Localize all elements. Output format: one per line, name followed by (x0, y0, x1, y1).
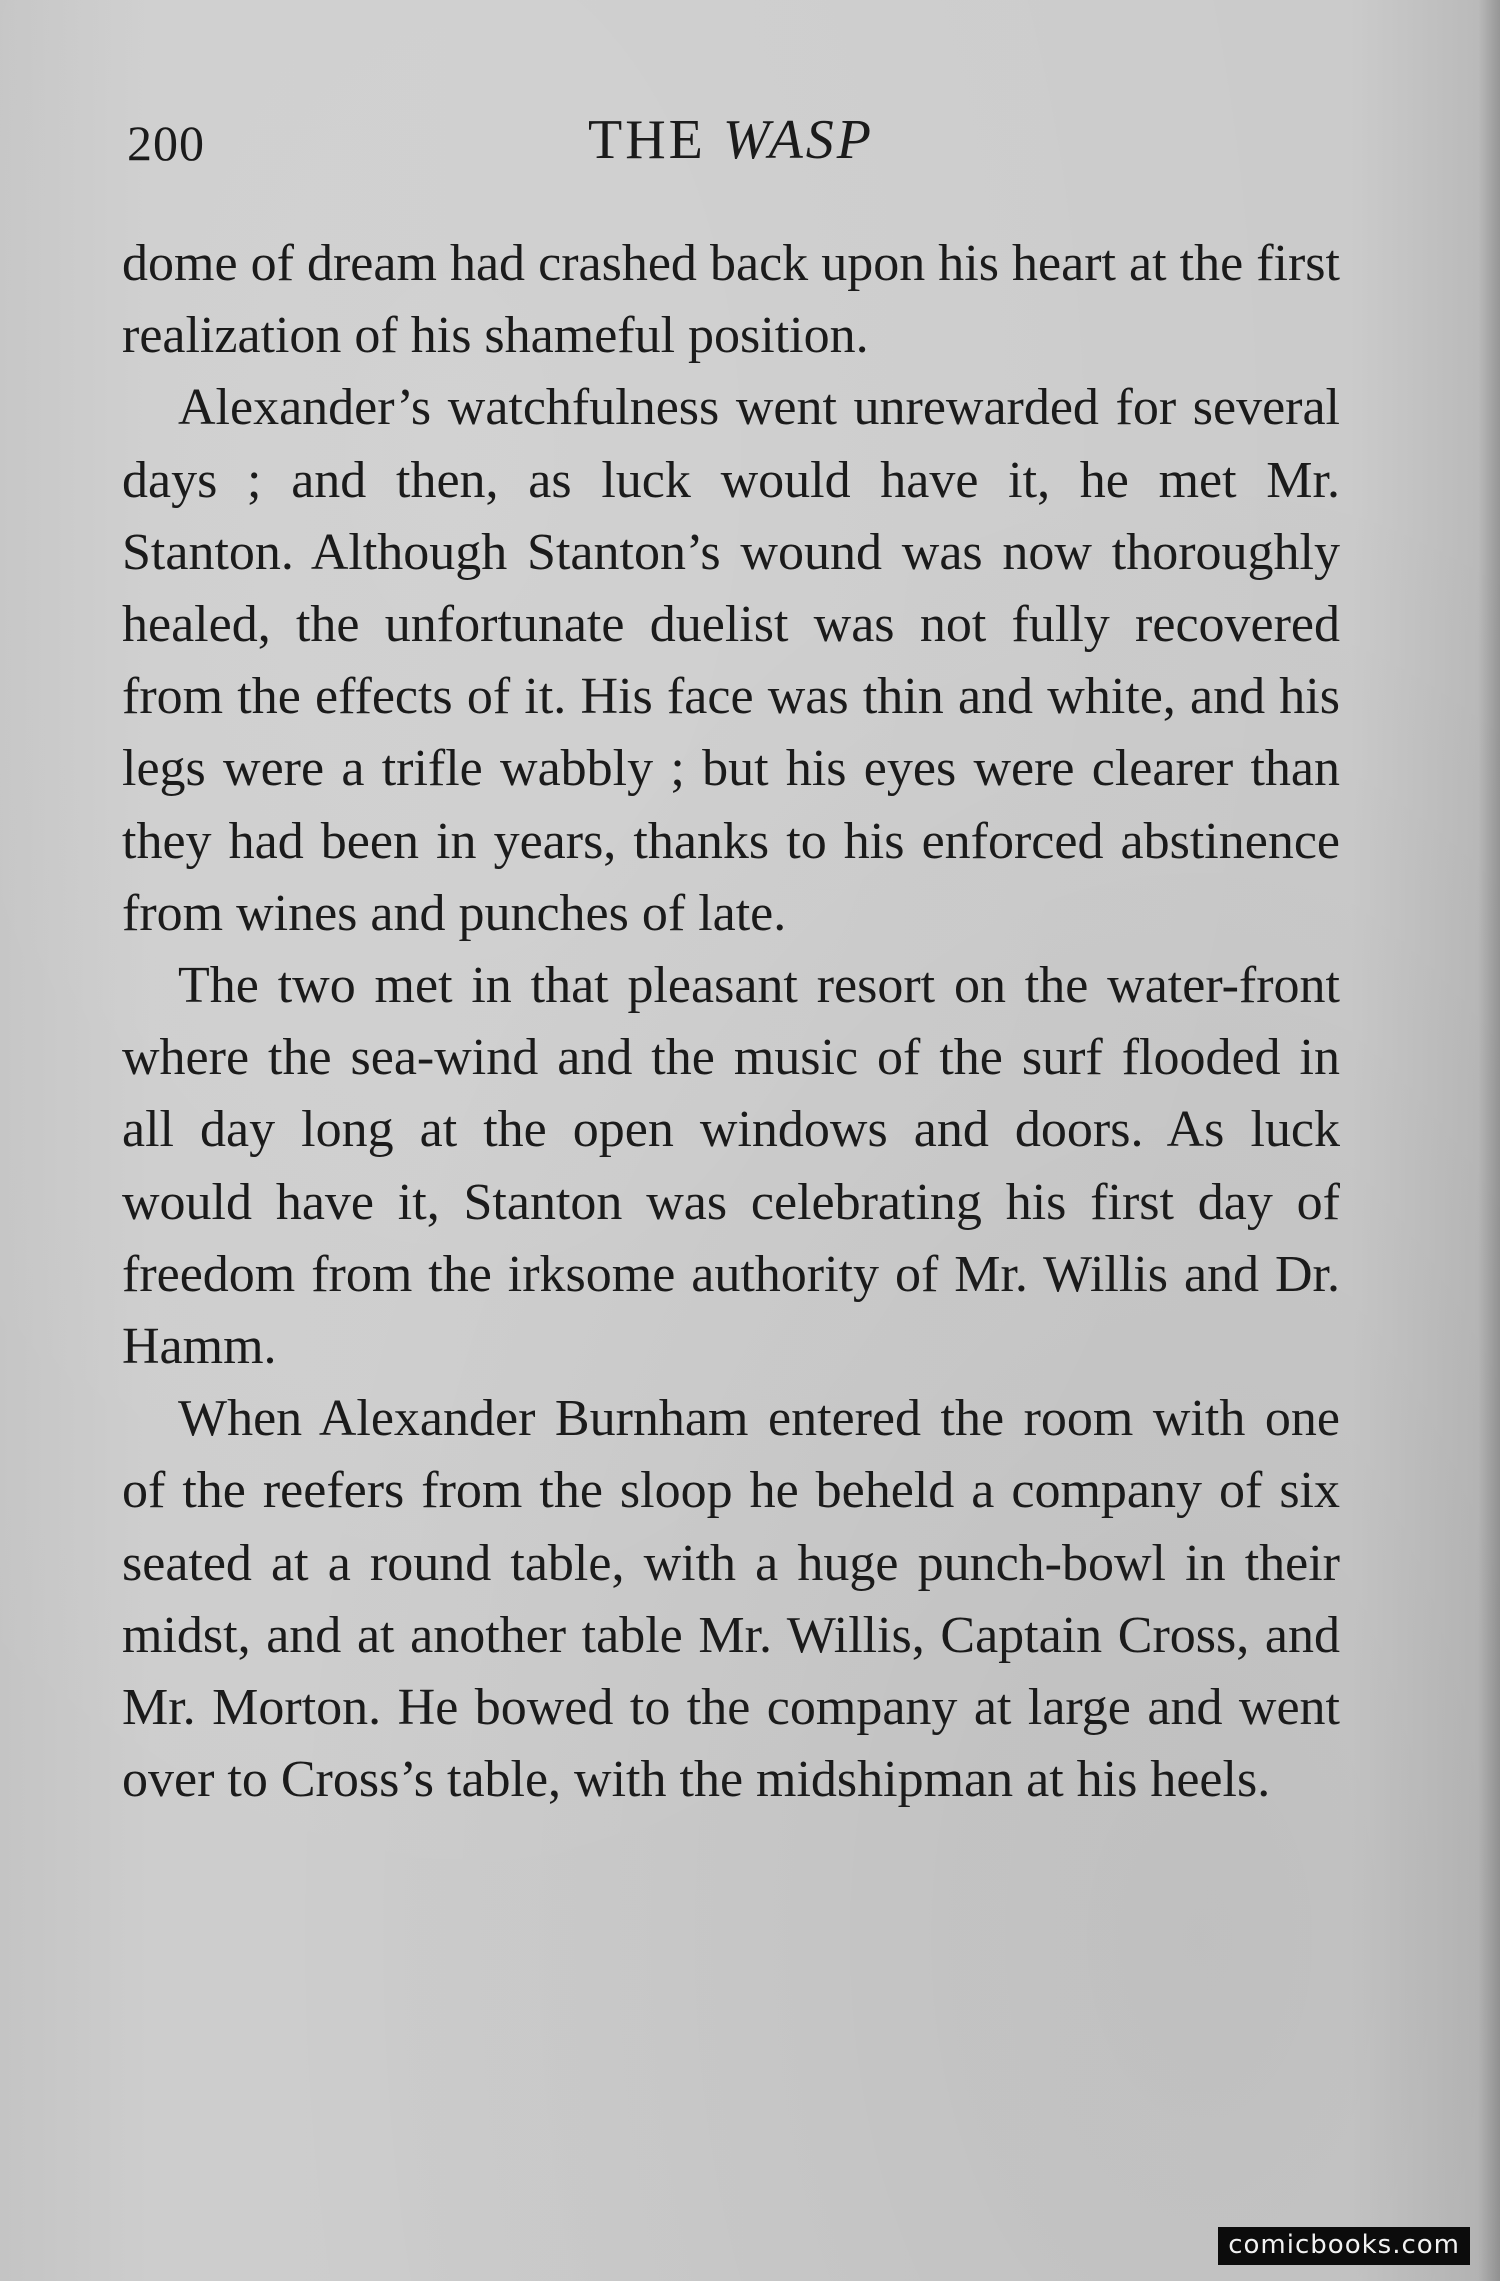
watermark: comicbooks.com (1218, 2227, 1470, 2265)
paragraph: When Alexander Burnham entered the room with one of the reefers from the sloop he beheld a company of six seated at a round table, with a huge punch-bowl in their midst, and at another table Mr. Willis, Captain Cross, and Mr. Morton. He bowed to the company at large and went over to Cross’s table, with the midshipman at his heels. (122, 1390, 1340, 1809)
running-title-italic: WASP (722, 109, 874, 171)
paragraph: The two met in that pleasant resort on the water-front where the sea-wind and the music of the surf flooded in all day long at the open windows and doors. As luck would have it, Stanton was celebrating his first day of freedom from the irksome authority of Mr. Willis and Dr. Hamm. (122, 957, 1340, 1376)
body-text (122, 228, 1340, 1816)
running-head (125, 108, 1337, 178)
page-number: 200 (127, 115, 205, 171)
paragraph: Alexander’s watchfulness went unrewarded for several days ; and then, as luck would have it, he met Mr. Stanton. Although Stanton’s wound was now thoroughly healed, the unfortunate duelist was not fully recovered from the effects of it. His face was thin and white, and his legs were a trifle wabbly ; but his eyes were clearer than they had been in years, thanks to his enforced abstinence from wines and punches of late. (122, 379, 1340, 942)
paragraph-continuation: dome of dream had crashed back upon his heart at the first realization of his shameful position. (122, 235, 1340, 365)
page-edge-shadow (1478, 0, 1500, 2281)
running-title-prefix: THE (587, 109, 706, 171)
running-title (125, 108, 1337, 172)
